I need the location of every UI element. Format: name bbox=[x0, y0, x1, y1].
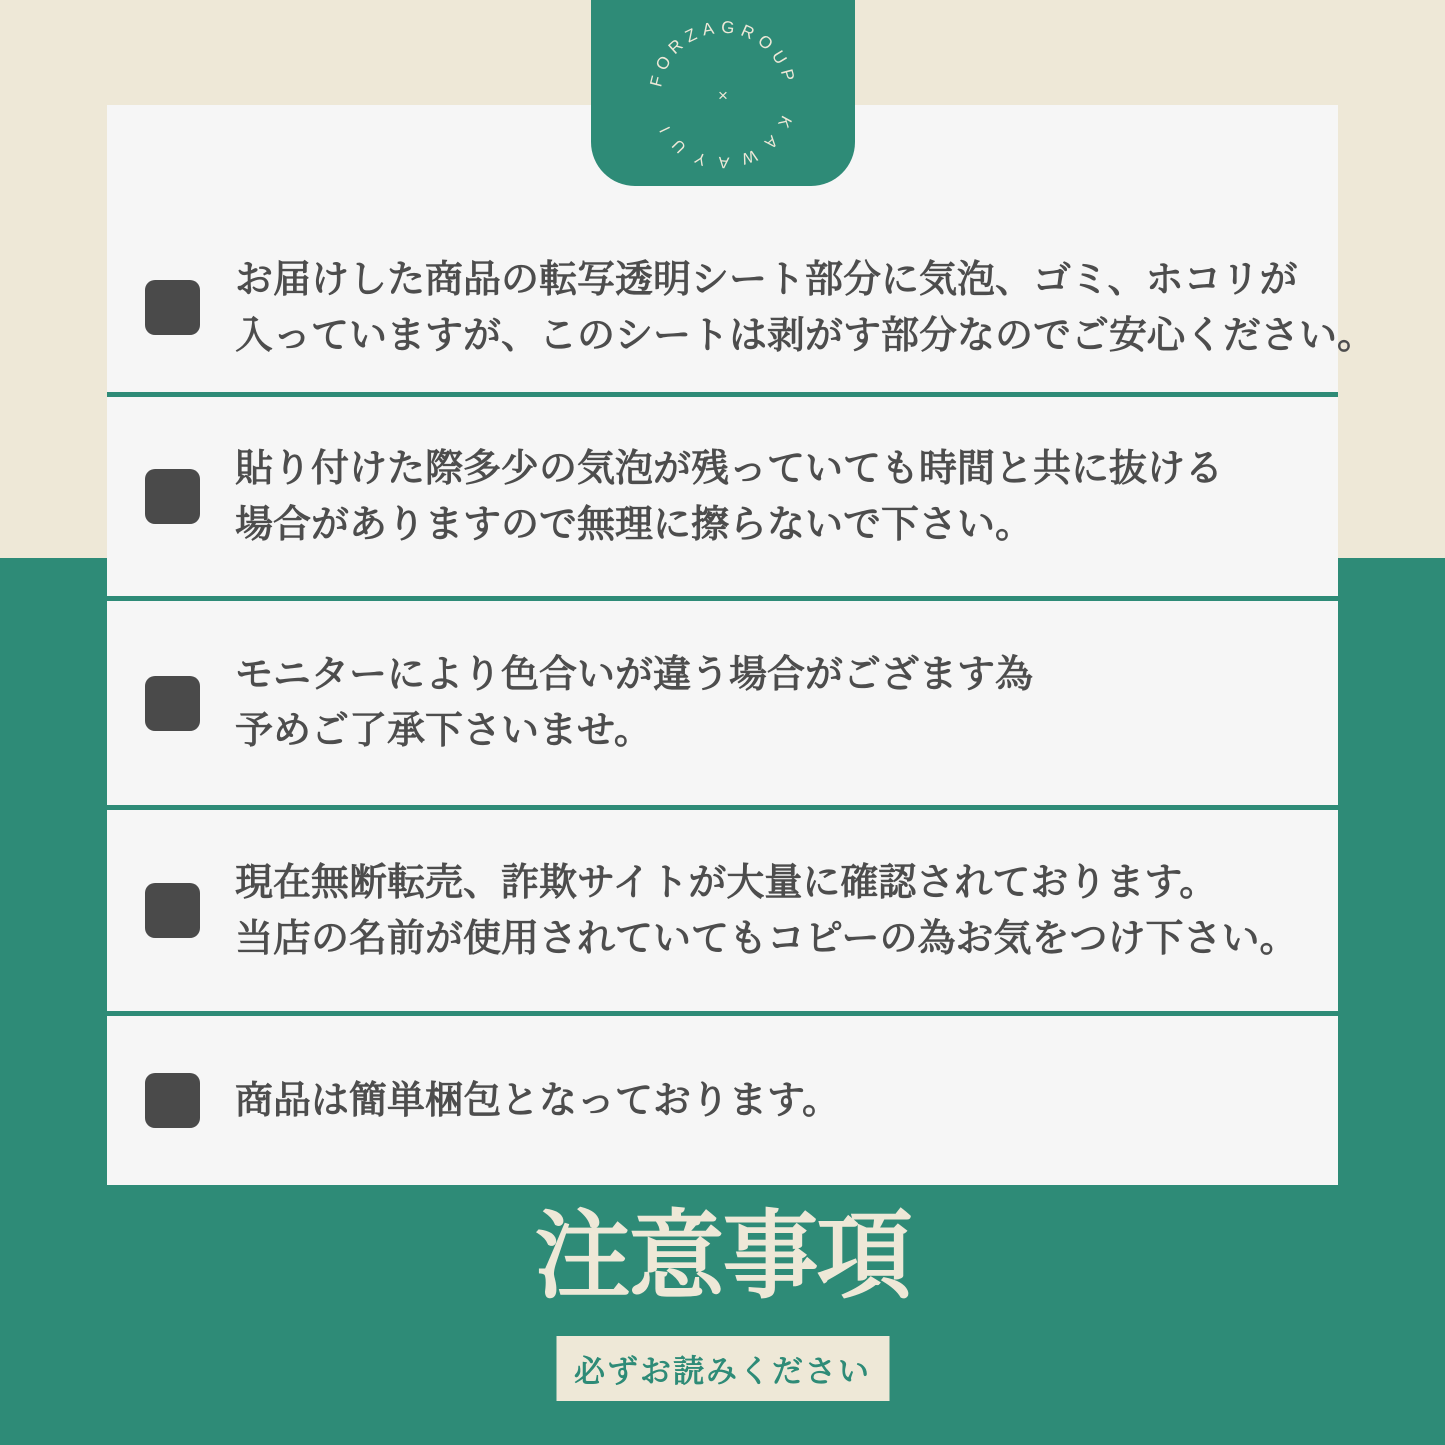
notice-text bbox=[235, 855, 1297, 967]
brand-badge-bottom-text: KAWAYUI bbox=[651, 112, 794, 171]
checkbox-icon bbox=[145, 883, 200, 938]
checkbox-icon bbox=[145, 469, 200, 524]
notice-line: 入っていますが、このシートは剥がす部分なのでご安心ください。 bbox=[235, 314, 1376, 357]
notice-text bbox=[235, 252, 1375, 364]
notice-line: 貼り付けた際多少の気泡が残っていても時間と共に抜ける bbox=[235, 447, 1224, 490]
must-read-label bbox=[556, 1336, 889, 1401]
brand-badge-top-text: FORZAGROUP bbox=[645, 17, 800, 89]
checkbox-icon bbox=[145, 1073, 200, 1128]
brand-badge-separator: × bbox=[717, 86, 728, 105]
notice-text bbox=[235, 441, 1223, 553]
checkbox-icon bbox=[145, 676, 200, 731]
notice-text bbox=[235, 647, 1033, 759]
notice-line: 現在無断転売、詐欺サイトが大量に確認されております。 bbox=[235, 861, 1218, 904]
notice-line: 商品は簡単梱包となっております。 bbox=[235, 1079, 840, 1122]
brand-badge-logo bbox=[591, 0, 855, 186]
notice-row bbox=[107, 810, 1338, 1011]
notice-line: お届けした商品の転写透明シート部分に気泡、ゴミ、ホコリが bbox=[235, 258, 1298, 301]
notice-row bbox=[107, 397, 1338, 596]
brand-badge bbox=[591, 0, 855, 186]
notice-line: モニターにより色合いが違う場合がござます為 bbox=[235, 654, 1034, 696]
checkbox-icon bbox=[145, 280, 200, 335]
page-title: 注意事項 bbox=[534, 1203, 911, 1310]
notice-card bbox=[107, 105, 1376, 1185]
notice-row bbox=[107, 601, 1338, 805]
notice-line: 予めご了承下さいませ。 bbox=[235, 710, 652, 752]
notice-text bbox=[235, 1073, 840, 1129]
notice-line: 場合がありますので無理に擦らないで下さい。 bbox=[235, 503, 1034, 546]
must-read-label-text: 必ずお読みください bbox=[574, 1354, 871, 1389]
notice-row bbox=[107, 1016, 1338, 1185]
notice-line: 当店の名前が使用されていてもコピーの為お気をつけ下さい。 bbox=[235, 917, 1298, 960]
